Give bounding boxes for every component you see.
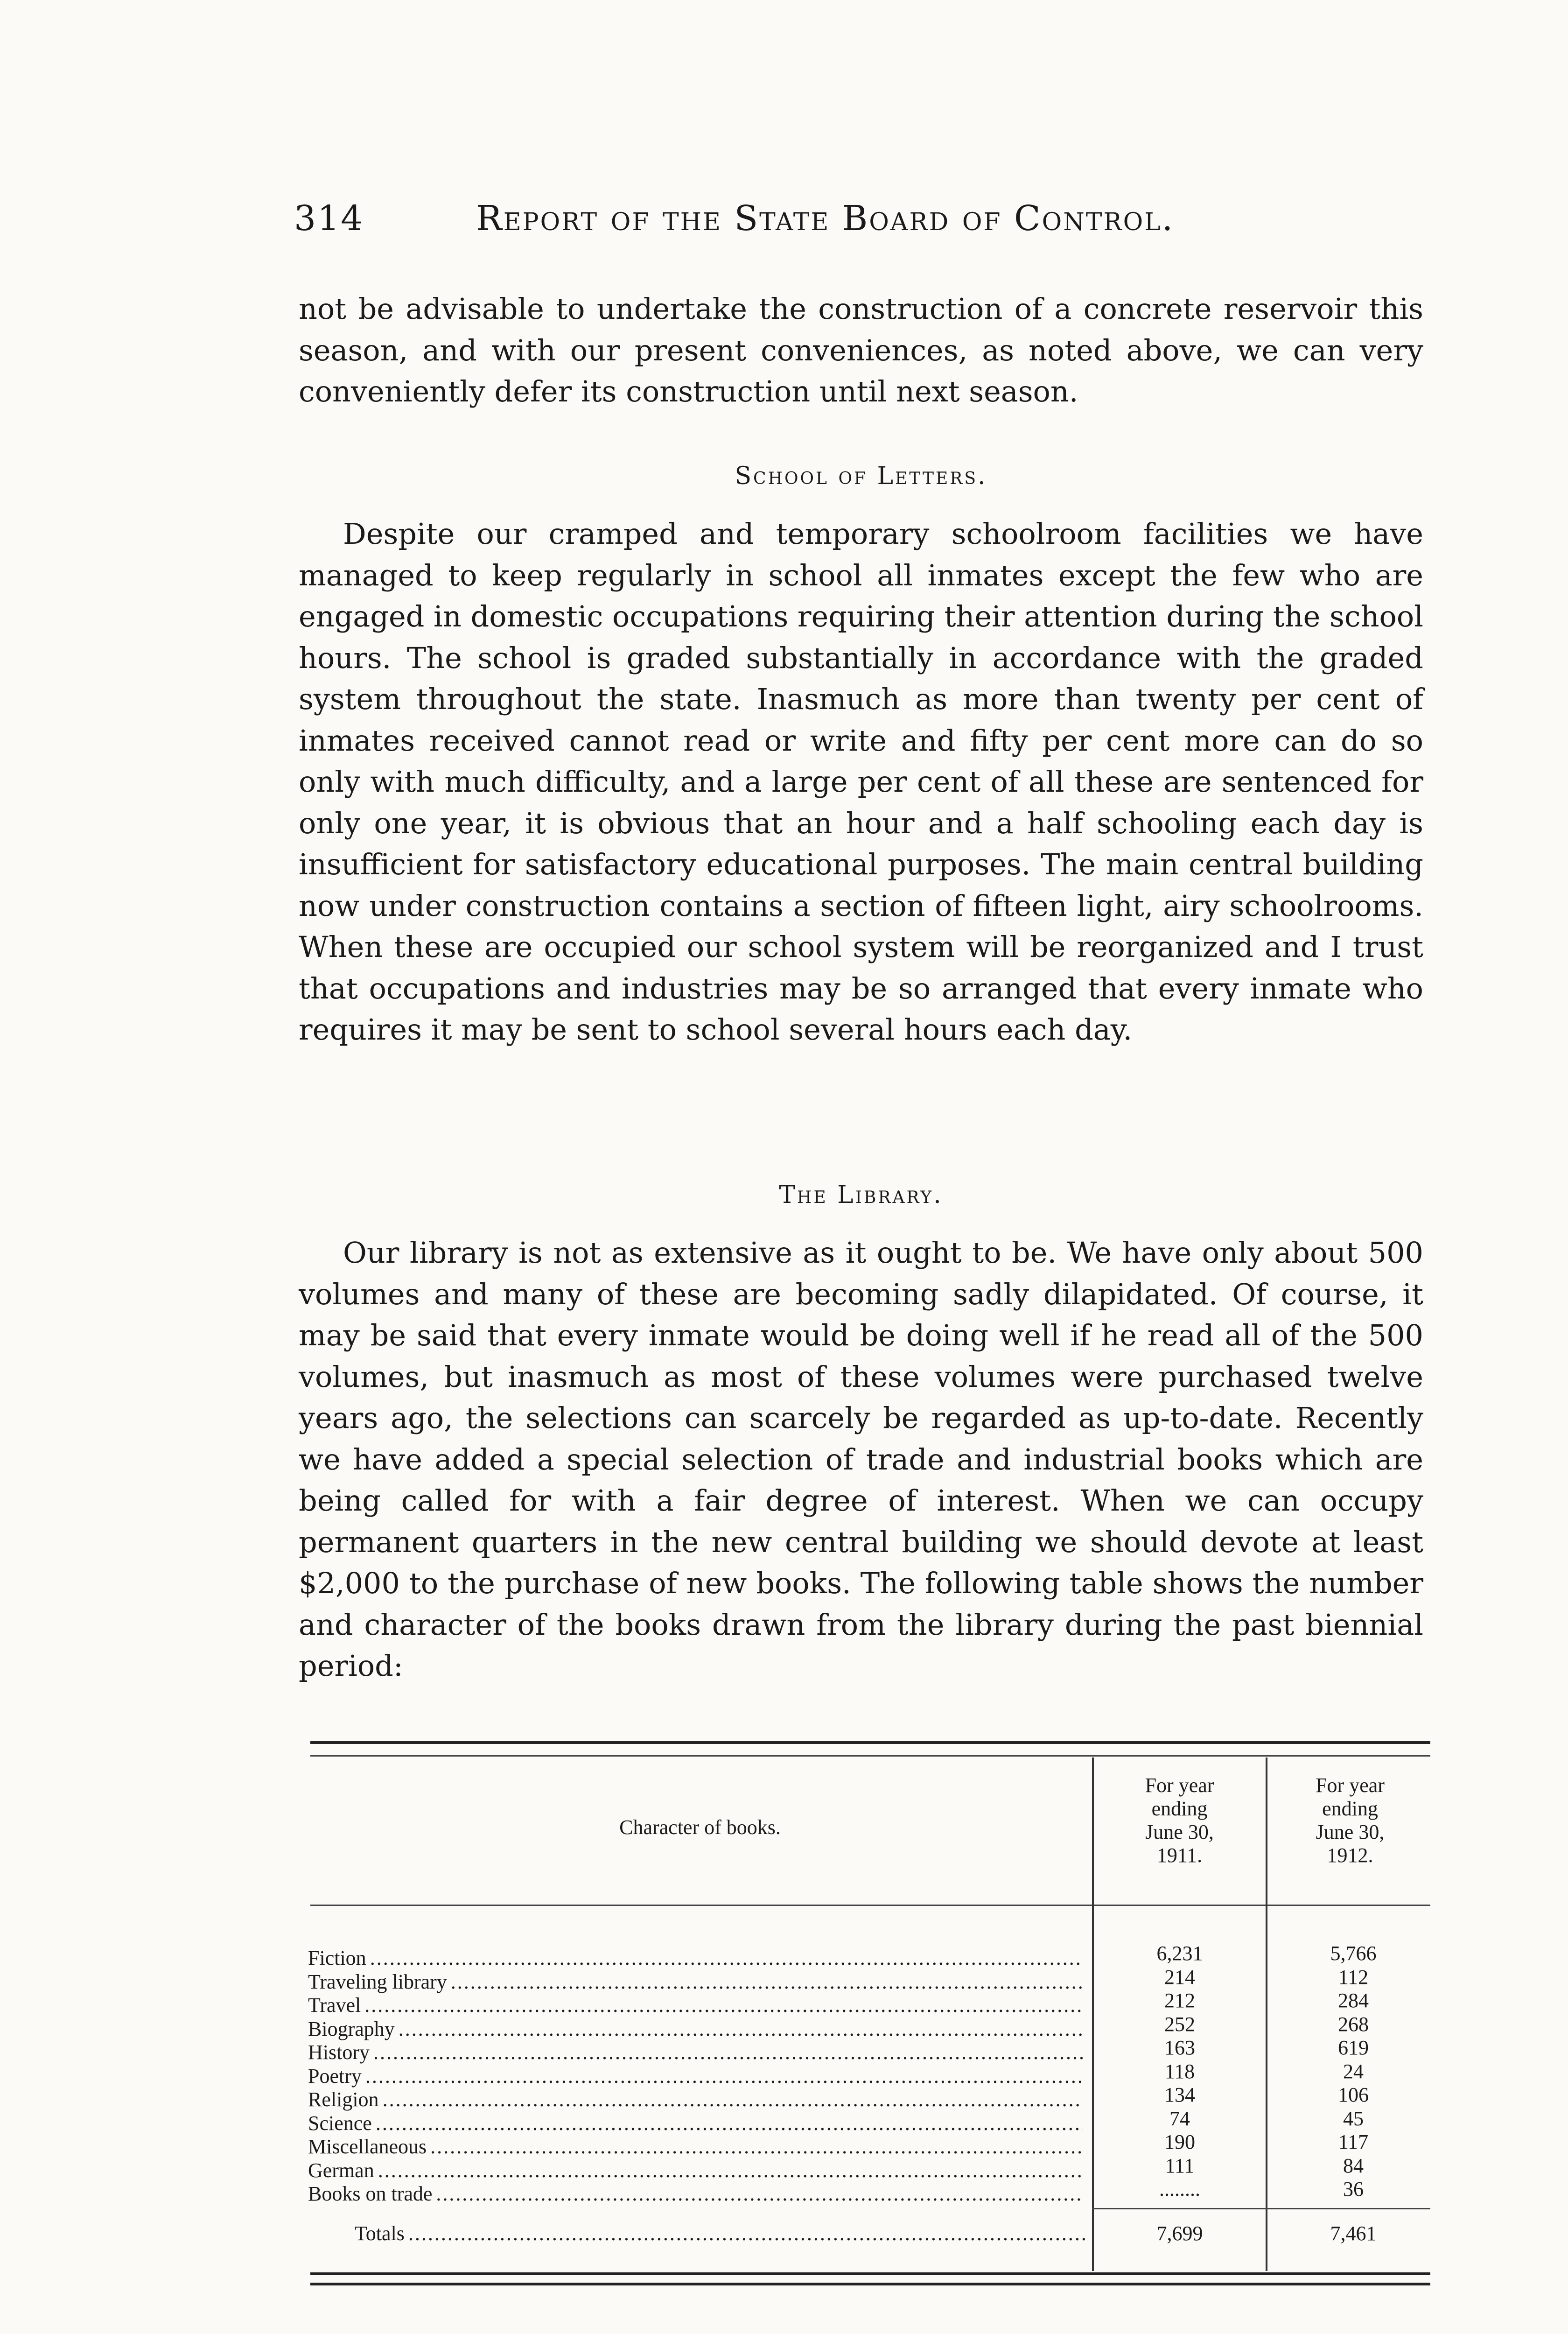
column-divider-1 xyxy=(1092,1758,1094,2271)
category-label: Religion xyxy=(308,2088,379,2111)
value-1912: 84 xyxy=(1343,2154,1364,2177)
category-label: Science xyxy=(308,2111,372,2135)
leader-dots xyxy=(364,1994,1083,2018)
value-1912: 45 xyxy=(1343,2107,1364,2130)
header-1911 xyxy=(1094,1774,1265,1867)
value-1911: 212 xyxy=(1164,1989,1195,2012)
opening-paragraph: not be advisable to undertake the construction of a concrete reservoir this season, and with our present conveniences, as noted above, we can very conveniently defer its construction until next season. xyxy=(299,292,1423,408)
table-row xyxy=(308,2088,1083,2112)
table-row xyxy=(308,2041,1083,2065)
table-row xyxy=(308,1947,1083,1970)
header-1911-line-2: ending xyxy=(1151,1797,1208,1820)
totals-label: Totals xyxy=(355,2222,405,2245)
category-label: Miscellaneous xyxy=(308,2135,427,2158)
header-character: Character of books. xyxy=(619,1816,781,1839)
leader-dots xyxy=(373,2041,1083,2065)
running-title: Report of the State Board of Control. xyxy=(476,198,1175,239)
school-paragraph: Despite our cramped and temporary schoolroom facilities we have managed to keep regularly in school all inmates except the few who are engaged in domestic occupations requiring their attention during the school hours. The school is graded substantially in accordance with the graded system throughout the state. Inasmuch as more than twenty per cent of inmates received cannot read or write and fifty per cent more can do so only with much difficulty, and a large per cent of all these are sentenced for only one year, it is obvious that an hour and a half schooling each day is insufficient for satisfactory educational purposes. The main central building now under construction contains a section of fifteen light, airy schoolrooms. When these are occupied our school system will be reorganized and I trust that occupations and industries may be so arranged that every inmate who requires it may be sent to school several hours each day. xyxy=(299,517,1423,1047)
values-1911-column xyxy=(1119,1942,1240,2201)
table-row xyxy=(308,2018,1083,2041)
leader-dots xyxy=(370,1947,1083,1970)
value-1911: 163 xyxy=(1164,2036,1195,2059)
table-top-rule-inner xyxy=(310,1755,1430,1757)
table-row xyxy=(308,2112,1083,2136)
value-1911: 190 xyxy=(1164,2130,1195,2153)
value-1911: 111 xyxy=(1165,2154,1195,2177)
table-row xyxy=(308,2159,1083,2183)
category-label: History xyxy=(308,2041,370,2064)
column-divider-2 xyxy=(1266,1758,1267,2271)
category-label: Travel xyxy=(308,1994,361,2017)
value-1912: 268 xyxy=(1338,2012,1369,2036)
table-bottom-rule xyxy=(310,2272,1430,2275)
value-1912: 5,766 xyxy=(1330,1942,1377,1965)
header-1911-line-1: For year xyxy=(1145,1774,1214,1797)
totals-row xyxy=(355,2220,1087,2248)
value-1912: 106 xyxy=(1338,2083,1369,2106)
leader-dots xyxy=(378,2159,1083,2183)
total-1912: 7,461 xyxy=(1330,2222,1377,2245)
header-bottom-rule xyxy=(310,1905,1430,1906)
values-1912-column xyxy=(1293,1942,1414,2201)
category-label: Poetry xyxy=(308,2064,362,2088)
school-paragraph-block xyxy=(299,513,1423,1051)
table-bottom-rule-2 xyxy=(310,2283,1430,2285)
value-1912: 117 xyxy=(1338,2130,1369,2153)
school-heading: School of Letters. xyxy=(735,462,987,490)
total-1911: 7,699 xyxy=(1156,2222,1203,2245)
totals-rule xyxy=(1092,2208,1430,2209)
category-list xyxy=(308,1947,1083,2206)
leader-dots xyxy=(376,2112,1083,2136)
leader-dots xyxy=(451,1970,1083,1994)
table-row xyxy=(308,2182,1083,2206)
category-label: Traveling library xyxy=(308,1970,447,1993)
library-paragraph: Our library is not as extensive as it ought to be. We have only about 500 volumes and many of these are becoming sadly dilapidated. Of course, it may be said that every inmate would be doing well if he read all of the 500 volumes, but inasmuch as most of these volumes were purchased twelve years ago, the selections can scarcely be regarded as up-to-date. Recently we have added a special selection of trade and industrial books which are being called for with a fair degree of interest. When we can occupy permanent quarters in the new central building we should devote at least $2,000 to the purchase of new books. The following table shows the number and character of the books drawn from the library during the past biennial period: xyxy=(299,1236,1423,1683)
table-row xyxy=(308,2135,1083,2159)
header-1912-line-4: 1912. xyxy=(1327,1844,1373,1867)
value-1912: 24 xyxy=(1343,2060,1364,2083)
header-1912-line-1: For year xyxy=(1316,1774,1385,1797)
leader-dots xyxy=(399,2018,1083,2041)
opening-paragraph-block xyxy=(299,288,1423,413)
value-1911: 214 xyxy=(1164,1965,1195,1989)
leader-dots xyxy=(383,2088,1083,2112)
value-1912: 112 xyxy=(1338,1965,1369,1989)
table-top-rule xyxy=(310,1741,1430,1744)
page-number: 314 xyxy=(294,198,364,239)
value-1911: 74 xyxy=(1169,2107,1190,2130)
category-label: German xyxy=(308,2158,374,2182)
value-1911: ........ xyxy=(1159,2178,1200,2200)
value-1911: 134 xyxy=(1164,2083,1195,2106)
page-header xyxy=(294,198,1423,250)
leader-dots xyxy=(365,2065,1083,2088)
value-1911: 252 xyxy=(1164,2012,1195,2036)
category-label: Fiction xyxy=(308,1947,366,1969)
value-1912: 36 xyxy=(1343,2178,1364,2200)
header-1911-line-4: 1911. xyxy=(1156,1844,1203,1867)
leader-dots xyxy=(430,2135,1083,2159)
table-row xyxy=(308,2065,1083,2088)
library-paragraph-block xyxy=(299,1232,1423,1687)
category-label: Biography xyxy=(308,2017,395,2040)
value-1912: 284 xyxy=(1338,1989,1369,2012)
value-1911: 6,231 xyxy=(1156,1942,1203,1965)
header-1911-line-3: June 30, xyxy=(1145,1821,1214,1843)
table-row xyxy=(308,1994,1083,2018)
value-1911: 118 xyxy=(1164,2060,1195,2083)
library-heading: The Library. xyxy=(779,1181,943,1209)
leader-dots xyxy=(408,2220,1087,2248)
table-row xyxy=(308,1970,1083,1994)
header-1912-line-2: ending xyxy=(1322,1797,1378,1820)
header-1912-line-3: June 30, xyxy=(1316,1821,1385,1843)
leader-dots xyxy=(436,2182,1083,2206)
value-1912: 619 xyxy=(1338,2036,1369,2059)
category-label: Books on trade xyxy=(308,2182,433,2205)
header-1912 xyxy=(1268,1774,1432,1867)
